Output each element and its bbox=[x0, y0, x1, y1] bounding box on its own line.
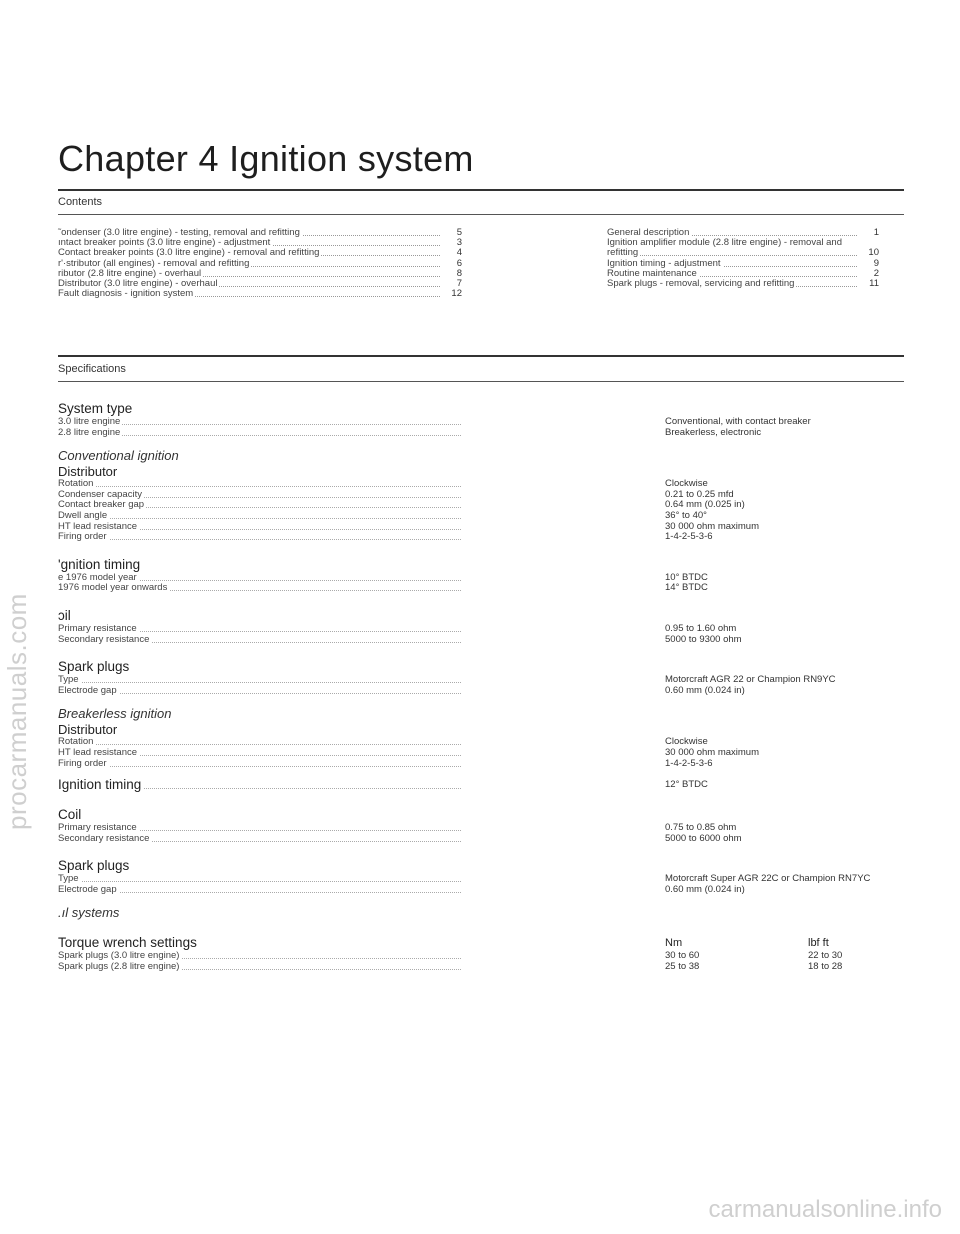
spec-label: Primary resistance bbox=[58, 822, 137, 834]
spec-label: Firing order bbox=[58, 757, 107, 769]
spec-value: 12° BTDC bbox=[665, 779, 708, 791]
spec-value: 0.60 mm (0.024 in) bbox=[665, 684, 745, 696]
dot-leader bbox=[607, 255, 857, 256]
spec-value: 0.60 mm (0.024 in) bbox=[665, 883, 745, 895]
spec-label: HT lead resistance bbox=[58, 746, 138, 758]
spec-row bbox=[58, 490, 908, 501]
spec-group-heading: 'gnition timing bbox=[58, 556, 141, 572]
spec-row bbox=[58, 885, 908, 896]
title-rule bbox=[58, 189, 904, 191]
contents-entry-label: Ignition timing - adjustment bbox=[607, 257, 721, 269]
spec-value: 0.95 to 1.60 ohm bbox=[665, 622, 737, 634]
spec-label: e 1976 model year bbox=[58, 571, 137, 583]
spec-label: Secondary resistance bbox=[58, 633, 150, 645]
spec-group-heading: ɔil bbox=[58, 607, 71, 623]
dot-leader bbox=[58, 744, 461, 745]
spec-section-heading: .ıl systems bbox=[58, 905, 120, 921]
spec-value: Breakerless, electronic bbox=[665, 426, 762, 438]
contents-entry-label: Spark plugs - removal, servicing and refitting bbox=[607, 277, 795, 289]
spec-group-heading-label: Torque wrench settings bbox=[58, 935, 197, 951]
contents-entry-page: 12 bbox=[451, 288, 462, 300]
spec-value: 30 000 ohm maximum bbox=[665, 520, 759, 532]
spec-label: Electrode gap bbox=[58, 684, 117, 696]
spec-label: Type bbox=[58, 873, 79, 885]
spec-row bbox=[58, 635, 908, 646]
spec-row bbox=[58, 759, 908, 770]
spec-value: 30 000 ohm maximum bbox=[665, 746, 759, 758]
contents-entry-page: 3 bbox=[456, 237, 462, 249]
spec-value: 1-4-2-5-3-6 bbox=[665, 757, 713, 769]
contents-entry-label: Routine maintenance bbox=[607, 267, 697, 279]
spec-label: Rotation bbox=[58, 478, 94, 490]
spec-label: Type bbox=[58, 674, 79, 686]
spec-value: Clockwise bbox=[665, 478, 708, 490]
contents-entry-label: ributor (2.8 litre engine) - overhaul bbox=[58, 267, 202, 279]
spec-row bbox=[58, 874, 908, 885]
spec-row bbox=[58, 951, 908, 962]
spec-value: 0.75 to 0.85 ohm bbox=[665, 822, 737, 834]
spec-group-heading: System type bbox=[58, 401, 133, 416]
spec-label: Dwell angle bbox=[58, 509, 108, 521]
spec-value: Conventional, with contact breaker bbox=[665, 416, 811, 427]
spec-value: 36° to 40° bbox=[665, 509, 707, 521]
spec-group-heading: Coil bbox=[58, 807, 82, 823]
column-heading-lbfft: lbf ft bbox=[808, 937, 829, 950]
contents-entry-label: r'·stributor (all engines) - removal and refitting bbox=[58, 257, 250, 269]
spec-label: Electrode gap bbox=[58, 883, 117, 895]
column-heading-nm: Nm bbox=[665, 937, 683, 950]
spec-label: HT lead resistance bbox=[58, 520, 138, 532]
spec-value: 0.64 mm (0.025 in) bbox=[665, 499, 745, 511]
spec-value: 25 to 38 bbox=[665, 961, 700, 973]
contents-entry-page: 2 bbox=[873, 267, 879, 279]
contents-left-column bbox=[58, 228, 462, 299]
spec-label: 2.8 litre engine bbox=[58, 426, 121, 438]
spec-row bbox=[58, 522, 908, 533]
contents-entry-label: ˜ondenser (3.0 litre engine) - testing, removal and refitting bbox=[58, 227, 300, 238]
contents-entry-label: Contact breaker points (3.0 litre engine) - removal and refitting bbox=[58, 247, 320, 259]
spec-row bbox=[58, 511, 908, 522]
spec-label: Contact breaker gap bbox=[58, 499, 145, 511]
spec-value: 30 to 60 bbox=[665, 950, 700, 962]
contents-entry-label: Fault diagnosis - ignition system bbox=[58, 288, 194, 300]
spec-subheading: Distributor bbox=[58, 464, 118, 480]
spec-row bbox=[58, 624, 908, 635]
contents-entry-label: General description bbox=[607, 227, 690, 238]
spec-value: Motorcraft Super AGR 22C or Champion RN7YC bbox=[665, 873, 871, 885]
contents-entry-page: 7 bbox=[456, 277, 462, 289]
spec-section-heading: Conventional ignition bbox=[58, 448, 179, 464]
dot-leader bbox=[58, 766, 461, 767]
chapter-title: Chapter 4 Ignition system bbox=[58, 138, 474, 179]
spec-value: 0.21 to 0.25 mfd bbox=[665, 488, 734, 500]
contents-entry bbox=[607, 238, 879, 248]
contents-entry-page: 6 bbox=[456, 257, 462, 269]
contents-right-column bbox=[607, 228, 879, 289]
watermark-bottom: carmanualsonline.info bbox=[708, 1196, 942, 1223]
contents-entry bbox=[607, 279, 879, 289]
dot-leader bbox=[58, 682, 461, 683]
spec-label: Spark plugs (3.0 litre engine) bbox=[58, 950, 180, 962]
contents-entry-label: Ignition amplifier module (2.8 litre engine) - removal and bbox=[607, 237, 842, 249]
spec-row bbox=[58, 834, 908, 845]
dot-leader bbox=[58, 486, 461, 487]
spec-row bbox=[58, 686, 908, 697]
spec-row bbox=[58, 583, 908, 594]
spec-label: Primary resistance bbox=[58, 622, 137, 634]
spec-label: Spark plugs (2.8 litre engine) bbox=[58, 961, 180, 973]
spec-value: 10° BTDC bbox=[665, 571, 708, 583]
spec-label: 1976 model year onwards bbox=[58, 582, 168, 594]
contents-entry bbox=[58, 289, 462, 299]
spec-label: Firing order bbox=[58, 531, 107, 543]
spec-value-lbfft: 22 to 30 bbox=[808, 950, 843, 962]
spec-row bbox=[58, 479, 908, 490]
spec-value: 5000 to 9300 ohm bbox=[665, 633, 742, 645]
spec-row bbox=[58, 428, 908, 439]
spec-row bbox=[58, 737, 908, 748]
contents-entry-label: Distributor (3.0 litre engine) - overhaul bbox=[58, 277, 218, 289]
dot-leader bbox=[58, 539, 461, 540]
spec-row bbox=[58, 777, 908, 793]
dot-leader bbox=[58, 881, 461, 882]
spec-row bbox=[58, 675, 908, 686]
contents-entry-page: 11 bbox=[869, 277, 879, 289]
contents-entry-page: 1 bbox=[873, 227, 879, 238]
spec-row bbox=[58, 532, 908, 543]
watermark-side: procarmanuals.com bbox=[2, 593, 32, 830]
contents-entry-page: 8 bbox=[456, 267, 462, 279]
contents-heading: Contents bbox=[58, 196, 103, 208]
spec-label: Secondary resistance bbox=[58, 832, 150, 844]
spec-group-heading: Ignition timing bbox=[58, 777, 142, 793]
spec-value: 1-4-2-5-3-6 bbox=[665, 531, 713, 543]
spec-label: 3.0 litre engine bbox=[58, 416, 121, 427]
contents-entry-page: 9 bbox=[873, 257, 879, 269]
spec-value: Motorcraft AGR 22 or Champion RN9YC bbox=[665, 674, 836, 686]
spec-label: Rotation bbox=[58, 736, 94, 748]
contents-entry-label: ıntact breaker points (3.0 litre engine) - adjustment bbox=[58, 237, 271, 249]
spec-subheading: Distributor bbox=[58, 722, 118, 738]
spec-value: 5000 to 6000 ohm bbox=[665, 832, 742, 844]
spec-row bbox=[58, 748, 908, 759]
spec-label: Condenser capacity bbox=[58, 488, 142, 500]
spec-group-heading: Spark plugs bbox=[58, 858, 130, 874]
contents-entry-label: refitting bbox=[607, 247, 639, 259]
contents-rule bbox=[58, 214, 904, 215]
spec-group-heading bbox=[58, 935, 908, 951]
spec-row bbox=[58, 823, 908, 834]
specs-top-rule bbox=[58, 355, 904, 357]
spec-row bbox=[58, 573, 908, 584]
contents-entry-page: 5 bbox=[456, 227, 462, 238]
spec-section-heading: Breakerless ignition bbox=[58, 706, 172, 722]
specifications-list bbox=[58, 393, 908, 973]
spec-row bbox=[58, 417, 908, 428]
contents-entry-page: 4 bbox=[456, 247, 462, 259]
spec-value: Clockwise bbox=[665, 736, 708, 748]
spec-value: 14° BTDC bbox=[665, 582, 708, 594]
contents-entry-page: 10 bbox=[868, 247, 879, 259]
spec-row bbox=[58, 500, 908, 511]
specifications-heading: Specifications bbox=[58, 363, 126, 375]
specs-rule bbox=[58, 381, 904, 382]
spec-row bbox=[58, 962, 908, 973]
spec-group-heading: Spark plugs bbox=[58, 659, 130, 675]
spec-value-lbfft: 18 to 28 bbox=[808, 961, 843, 973]
dot-leader bbox=[58, 518, 461, 519]
